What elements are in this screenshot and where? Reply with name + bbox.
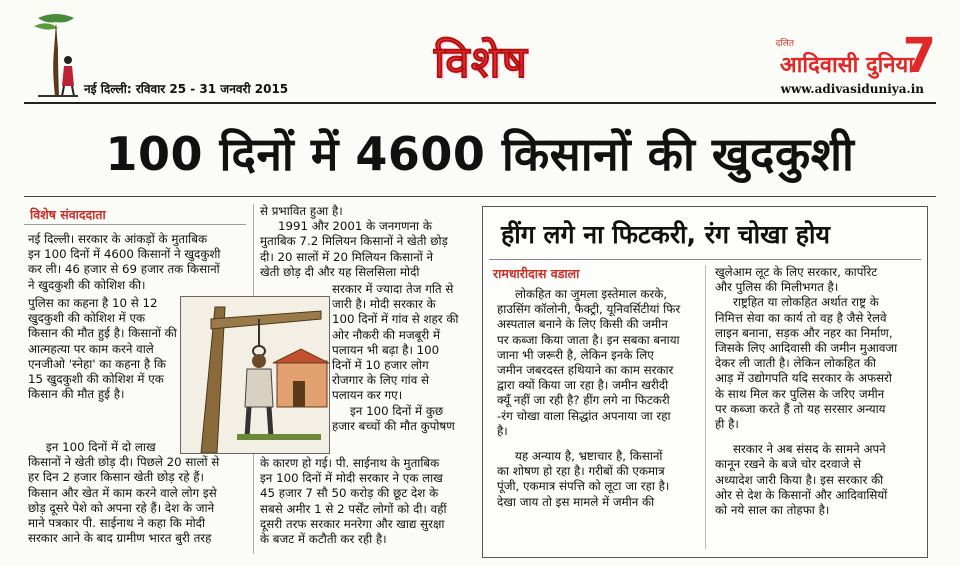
article-column-2-top (260, 204, 474, 280)
opinion-title-rule (489, 259, 921, 260)
opinion-title: हींग लगे ना फिटकरी, रंग चोखा होय (501, 220, 830, 249)
text-line: पूंजी, एकमात्र संपत्ति को लूटा जा रहा है। (497, 479, 670, 494)
text-line: कानून रखने के बजे चोर दरवाजे से (715, 457, 862, 472)
opinion-box (482, 206, 928, 558)
text-line: खुदकुशी की कोशिश में एक (46, 372, 164, 387)
text-line: पलायन भी बढ़ा है। 100 (332, 342, 440, 357)
hanging-farmer-illustration (180, 296, 330, 454)
text-line: निमित्त सेवा का कार्य तो वह है जैसे रेलवे (715, 310, 887, 325)
text-line: -रंग चोखा वाला सिद्धांत अपनाया जा रहा (497, 408, 671, 423)
text-line: के बजट में कटौती कर रही है। (260, 532, 387, 547)
text-line: है। (497, 423, 508, 438)
text-line: खेती छोड़ दी और यह सिलसिला मोदी (260, 264, 420, 279)
text-line: दिनों में 10 हजार लोग (332, 358, 429, 373)
text-line: लोकहित का जुमला इस्तेमाल करके, (515, 287, 668, 301)
article-column-1-bottom (28, 440, 248, 546)
text-line: कर ली। 46 हजार से 69 हजार तक किसानों (28, 262, 220, 277)
text-line: क्यूँ नहीं जा रही है? हींग लगे ना फिटकरी (497, 393, 670, 408)
text-line: पलायन कर गए। (332, 388, 403, 403)
text-line: हाउसिंग कॉलोनी, फैक्ट्री, यूनिवर्सिटीयां फिर (497, 302, 681, 317)
text-line: ओर नौकरी की मजबूरी में (332, 327, 441, 342)
text-line: मुताबिक 7.2 मिलियन किसानों ने खेती छोड़ (260, 234, 448, 249)
text-line: नई दिल्ली। सरकार के आंकड़ों के मुताबिक (28, 232, 208, 246)
text-line: जारी है। मोदी सरकार के (332, 297, 436, 312)
text-line: अध्यादेश जारी किया है। इस सरकार की (715, 472, 884, 487)
brand-tagline: दलित (775, 39, 794, 49)
text-line: 45 हजार 7 सौ 50 करोड़ की छूट देश के (260, 486, 439, 501)
text-line: यह अन्याय है, भ्रष्टाचार है, किसानों (515, 449, 663, 464)
brand-name: आदिवासी दुनिया (779, 52, 914, 78)
tree-figure-logo (28, 10, 84, 98)
text-line: के साथ मिल कर पुलिस के जरिए जमीन (715, 386, 885, 401)
opinion-byline: रामधारीदास वडाला (493, 266, 580, 281)
text-line: अस्पताल बनाने के लिए किसी की जमीन (497, 317, 668, 332)
text-line: आड़ में उद्योगपति यदि सरकार के अफसरो (715, 371, 892, 386)
article-column-1-top (28, 232, 248, 293)
article-column-2-bottom (260, 456, 474, 547)
text-line: को नये साल का तोहफा है। (715, 503, 830, 518)
text-line: सरकार ने अब संसद के सामने अपने (733, 442, 886, 457)
text-line: पुलिस का कहना है 10 से (28, 296, 139, 310)
text-line: खुलेआम लूट के लिए सरकार, कार्पोरेट (715, 265, 878, 279)
text-line: ओर से देश के किसानों और आदिवासियों (715, 487, 888, 502)
text-line: एक किसान की मौत हुई है। (28, 311, 146, 341)
page-headline: 100 दिनों में 4600 किसानों की खुदकुशी (105, 127, 855, 181)
text-line: जिसके लिए आदिवासी की जमीन मुआवजा (715, 341, 898, 356)
text-line: सरकार में ज्यादा तेज गति से (332, 282, 454, 296)
text-line: 'स्नेहा' का कहना है कि 15 (28, 356, 166, 387)
text-line: इन 100 दिनों में कुछ (350, 403, 444, 418)
text-line: दी। 20 सालों में 20 मिलियन किसानों ने (260, 249, 434, 264)
section-title: विशेष (433, 37, 529, 88)
text-line: जमीन जबरदस्त हथियाने का काम सरकार (497, 363, 674, 378)
text-line: सरकार आने के बाद ग्रामीण भारत बुरी तरह (28, 531, 212, 546)
page-number: 7 (902, 28, 936, 84)
text-line: के कारण हो गई। पी. साईनाथ के मुताबिक (260, 456, 440, 470)
text-line: का शोषण हो रहा है। गरीबों की एकमात्र (497, 464, 665, 479)
text-line: रोजगार के लिए गांव से (332, 373, 430, 388)
text-line: ही है। (715, 417, 739, 432)
text-line: द्वारा क्यों किया जा रहा है। जमीन खरीदी (497, 378, 669, 393)
text-line: किसानों ने खेती छोड़ दी। पिछले 20 सालों से (28, 455, 220, 470)
text-line: सबसे अमीर 1 से 2 पर्सेंट लोगों को दी। वहीं (260, 501, 447, 516)
website-url: www.adivasiduniya.in (780, 82, 924, 96)
text-line: 12 खुदकुशी की कोशिश में (28, 296, 158, 326)
text-line: काम करने वाले एनजीओ (28, 341, 154, 371)
article-byline: विशेष संवाददाता (30, 207, 106, 222)
opinion-column-divider (705, 265, 706, 549)
opinion-column-2 (715, 265, 919, 518)
article-column-1-side (28, 296, 178, 402)
text-line: से प्रभावित हुआ है। (260, 204, 343, 218)
top-rule (24, 102, 936, 104)
text-line: हर दिन 2 हजार किसान खेती छोड़ रहे हैं। (28, 470, 204, 485)
opinion-column-1 (497, 287, 693, 510)
text-line: किसान की मौत हुई है। (28, 387, 125, 402)
text-line: लाइन बनाना, सड़क और नहर का निर्माण, (715, 325, 893, 340)
text-line: देखा जाय तो इस मामले में जमीन की (497, 494, 655, 509)
text-line: किसानों की आत्महत्या पर (28, 326, 177, 356)
dateline: नई दिल्ली: रविवार 25 - 31 जनवरी 2015 (84, 82, 289, 96)
text-line: किसान और खेत में काम करने वाले लोग इसे (28, 485, 217, 500)
text-line: छोड़ दूसरे पेशे को अपना रहे हैं। देश के जाने (28, 500, 215, 515)
text-line: पर कब्जा किया जाता है। इन सबका बनाया (497, 332, 680, 347)
text-line: 100 दिनों में गांव से शहर की (332, 312, 459, 327)
text-line: इन 100 दिनों में 4600 किसानों ने खुदकुशी (28, 247, 221, 262)
text-line: राष्ट्रहित या लोकहित अर्थात राष्ट्र के (733, 295, 879, 310)
text-line: माने पत्रकार पी. साईनाथ ने कहा कि मोदी (28, 516, 206, 531)
article-column-2-side (332, 282, 474, 434)
text-line: इन 100 दिनों में दो लाख (46, 440, 156, 454)
text-line: इन 100 दिनों में मोदी सरकार ने एक लाख (260, 471, 443, 486)
text-line: जाना भी जरूरी है, लेकिन इनके लिए (497, 347, 654, 362)
text-line: 1991 और 2001 के जनगणना के (278, 219, 432, 234)
text-line: दूसरी तरफ सरकार मनरेगा और खाद्य सुरक्षा (260, 516, 445, 531)
text-line: पर कब्जा करते हैं तो यह सरसार अन्याय (715, 401, 886, 416)
text-line: देकर ली जाती है। लेकिन लोकहित की (715, 356, 876, 371)
byline-rule (24, 224, 246, 225)
brand-block (776, 40, 914, 79)
headline-rule (24, 196, 936, 197)
text-line: और पुलिस की मिलीभगत है। (715, 280, 839, 295)
text-line: ने खुदकुशी की कोशिश की। (28, 277, 146, 292)
text-line: हजार बच्चों की मौत कुपोषण (332, 418, 455, 433)
